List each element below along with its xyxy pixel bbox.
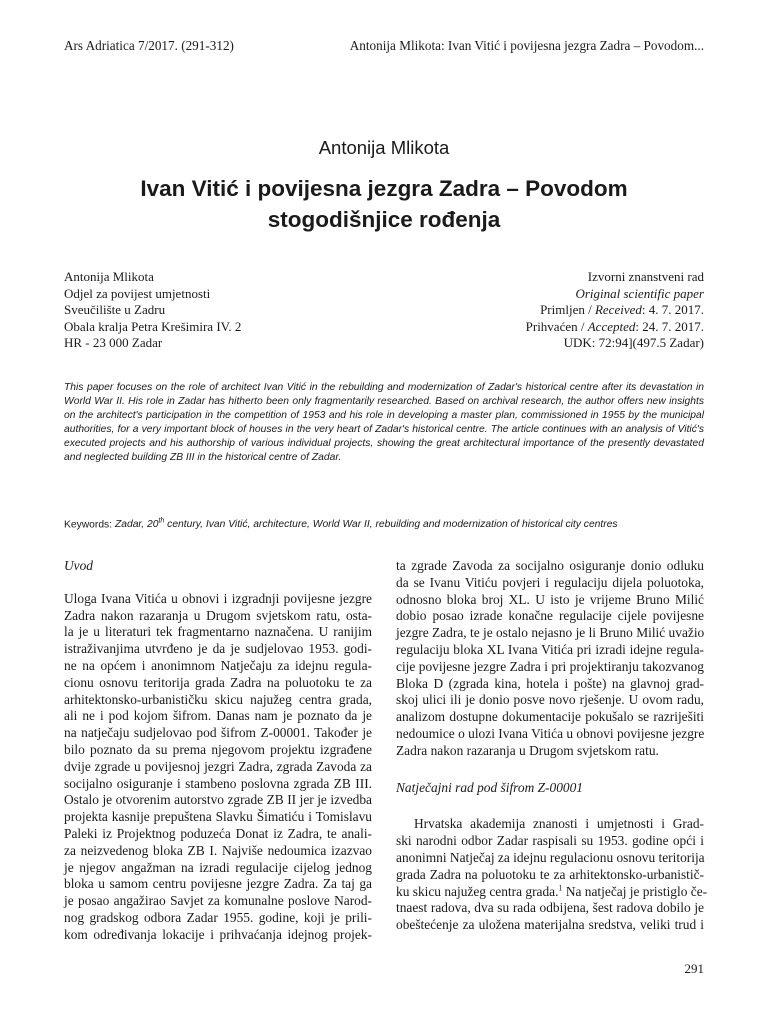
text-line: regulaciju bloka XL Ivana Vitića pri izradi idejne regula- — [396, 641, 704, 657]
paragraph — [396, 816, 708, 934]
text-line: je njegov angažman na izradi regulacije cijelog jednog — [64, 859, 372, 875]
keywords — [64, 515, 704, 532]
text-line: Zadra nakon razaranja u Drugom svjetskom ratu. — [396, 742, 659, 758]
title-line: Ivan Vitić i povijesna jezgra Zadra – Povodom — [140, 176, 628, 201]
text-line: Paleki iz Projektnog poduzeća Donat iz Zadra, te anali- — [64, 825, 372, 841]
author-affiliation — [64, 269, 394, 352]
text-line: projekta kasnije prepuštena Slavku Šimatiću i Tomislavu — [64, 809, 372, 825]
text-line: bilo poznato da su prema njegovom projektu izgrađene — [64, 741, 372, 757]
abstract-line: insights on the architect's participation in the competition of 1953 and his role in developing a master plan, commissioned in 1955 by — [64, 396, 704, 422]
text-line: ali ne i pod kojom šifrom. Danas nam je poznato da je — [64, 708, 372, 724]
abstract-line: in World War II. His role in Zadar has hitherto been only fragmentarily researched. Based on archival research, the author offers new — [64, 382, 704, 408]
abstract-line: the municipal authorities, for a very important block of houses in the very heart of Zadar's historical centre. The article continues with an — [64, 410, 704, 436]
text-line: skoj ulici ili je donio posve novo rješenje. U ovom radu, — [396, 692, 704, 708]
text-line: anonimni Natječaj za idejnu regulacionu osnovu teritorija — [396, 849, 705, 865]
abstract-line: This paper focuses on the role of architect Ivan Vitić in the rebuilding and modernization of Zadar's historical centre after its devastation — [64, 382, 693, 393]
paper-info — [374, 269, 704, 352]
text-line: na natječaju sudjelovao pod šifrom Z-00001. Također je — [64, 725, 372, 741]
text-line: Hrvatska akademija znanosti i umjetnosti i Grad- — [414, 816, 704, 832]
running-title: Antonija Mlikota: Ivan Vitić i povijesna jezgra Zadra – Povodom... — [349, 38, 704, 53]
affiliation-street: Obala kralja Petra Krešimira IV. 2 — [64, 318, 242, 334]
section-heading-uvod: Uvod — [64, 558, 94, 573]
text-line: obeštećenje za uložena materijalna sredstva, veliki trud i — [396, 917, 704, 933]
journal-citation: Ars Adriatica 7/2017. (291-312) — [64, 38, 234, 53]
page-number: 291 — [684, 961, 704, 976]
text-line: za neizvedenog bloka ZB I. Najviše nedoumica izazvao — [64, 842, 372, 858]
text-line: analizom dostupne dokumentacije pokušalo se razriješiti — [396, 709, 704, 725]
text-line: dvije zgrade u povijesnoj jezgri Zadra, zgrada Zavoda za — [64, 758, 372, 774]
text-line: tnaest radova, dva su rada odbijena, šest radova dobilo je — [396, 900, 704, 916]
text-line: Bloka D (zgrada kina, hotela i pošte) na glavnoj grad- — [396, 675, 704, 691]
abstract — [64, 381, 704, 466]
footnote-marker[interactable]: 1 — [558, 883, 563, 893]
text-line: arhitektonsko-urbanističku skicu najužeg centra grada, — [64, 691, 372, 707]
text-line: socijalno osiguranje i stambeno poslovna zgrada ZB III. — [64, 775, 372, 791]
paper-type-en: Original scientific paper — [575, 285, 704, 301]
text-line: cionu osnovu teritorija grada Zadra na poluotoku te za — [64, 674, 372, 690]
text-line: jezgre Zadra, te je ostalo nejasno je li Bruno Milić uvažio — [396, 625, 705, 641]
text-line: ta zgrade Zavoda za socijalno osiguranje donio odluku — [396, 558, 704, 573]
affiliation-city: HR - 23 000 Zadar — [64, 335, 163, 351]
text-line: Zadra nakon razaranja u Drugom svjetskom ratu, osta- — [64, 607, 372, 623]
text-line: cije povijesne jezgre Zadra i pri projektiranju takozvanog — [396, 658, 704, 674]
text-line: ski narodni odbor Zadar raspisali su 1953. godine opći i — [396, 833, 704, 849]
udk-code: UDK: 72:94](497.5 Zadar) — [563, 335, 704, 351]
running-head — [64, 38, 704, 54]
text-line: je posao angažirao Savjet za komunalne poslove Narod- — [64, 893, 372, 909]
keywords-list: Zadar, 20th century, Ivan Vitić, architecture, World War II, rebuilding and modernization of historical city centres — [114, 518, 618, 531]
keywords-label: Keywords: — [64, 519, 113, 531]
accepted-date: Prihvaćen / Accepted: 24. 7. 2017. — [525, 318, 704, 334]
text-line: odnosno bloka broj XL. U isto je vrijeme Bruno Milić — [396, 591, 704, 607]
left-column — [64, 558, 372, 944]
text-line: nedoumice o ulozi Ivana Vitića u obnovi povijesne jezgre — [396, 725, 705, 741]
text-line: la je u literaturi tek fragmentarno naznačena. U ranijim — [64, 624, 372, 640]
text-line: ne na općem i anonimnom Natječaju za idejnu regula- — [64, 657, 372, 673]
text-line: kom određivanja lokacije i prihvaćanja idejnog projek- — [64, 926, 372, 942]
abstract-line: analysis of Vitić's executed projects and his authorship of various individual projects, showing the great architectural importance of the — [64, 424, 704, 450]
paper-type-hr: Izvorni znanstveni rad — [587, 269, 704, 284]
text-line: dobio posao izrade konačne regulacije cijele povijesne — [396, 608, 704, 624]
title-line: stogodišnjice rođenja — [267, 207, 501, 232]
article-title — [64, 173, 704, 235]
right-column — [396, 558, 708, 934]
paragraph — [396, 558, 704, 760]
text-line: da se Ivanu Vitiću povjeri i regulaciju dijela poluotoka, — [396, 574, 704, 590]
text-line: bloka u samom centru povijesne jezgre Zadra. Za taj ga — [64, 876, 372, 892]
text-line: Ostalo je otvorenim autorstvo zgrade ZB II jer je izvedba — [64, 792, 372, 808]
text-line: nog gradskog odbora Zadar 1955. godine, koji je prili- — [64, 909, 372, 925]
author-name: Antonija Mlikota — [318, 137, 450, 158]
text-line: istraživanjima utvrđeno je da je sudjelovao 1953. godi- — [64, 641, 372, 657]
affiliation-department: Odjel za povijest umjetnosti — [64, 285, 211, 301]
received-date: Primljen / Received: 4. 7. 2017. — [540, 302, 704, 318]
abstract-line: presently devastated and neglected building ZB III in the historical centre of Zadar. — [64, 438, 704, 464]
text-line: Uloga Ivana Vitića u obnovi i izgradnji povijesne jezgre — [64, 590, 372, 606]
text-line: grada Zadra na poluotoku te za arhitektonsko-urbanistič- — [396, 866, 704, 882]
section-heading-competition: Natječajni rad pod šifrom Z-00001 — [396, 779, 583, 795]
affiliation-name: Antonija Mlikota — [64, 269, 154, 284]
text-line: ku skicu najužeg centra grada.$^1$ Na natječaj je pristiglo če- — [396, 883, 708, 899]
paragraph — [64, 591, 372, 944]
affiliation-university: Sveučilište u Zadru — [64, 302, 166, 318]
